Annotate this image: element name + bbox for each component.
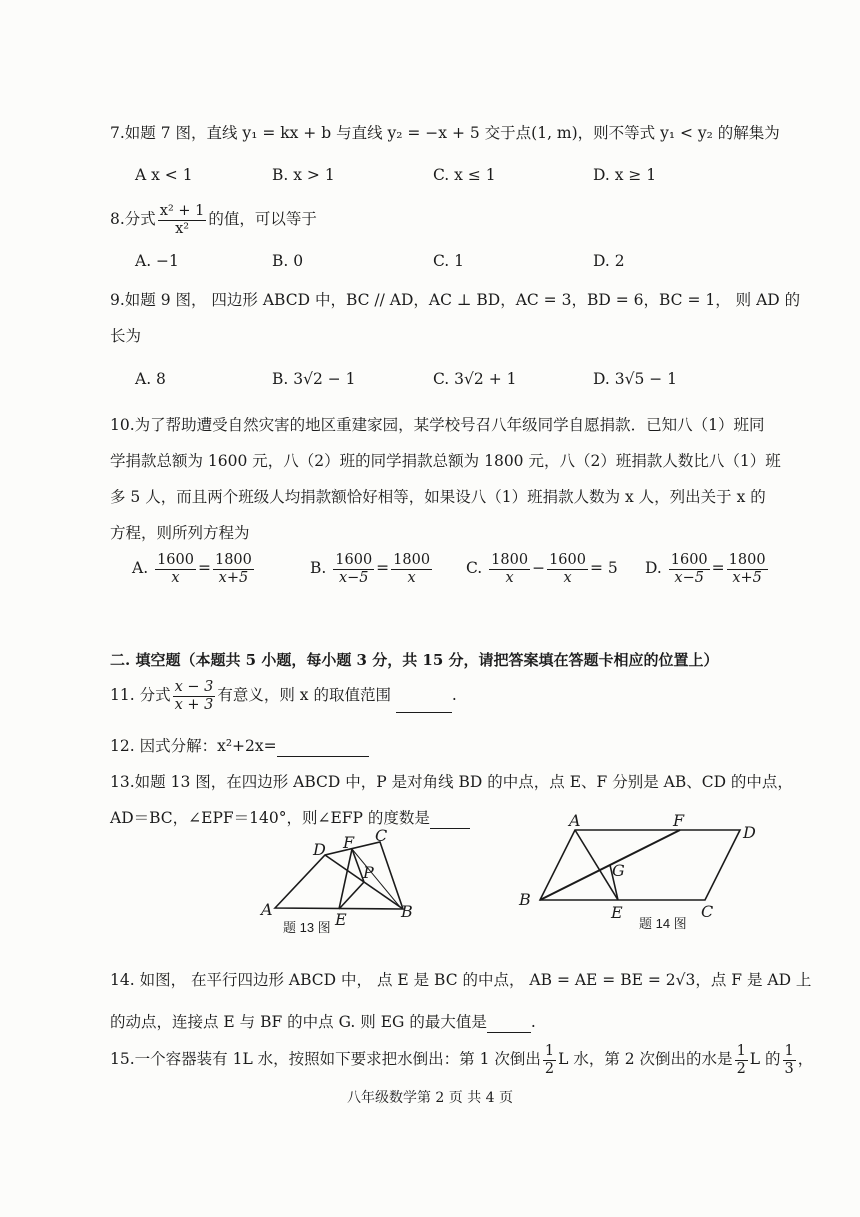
fig13-caption: 题 13 图 (283, 920, 331, 935)
q11-prefix: 11. 分式 (110, 686, 171, 705)
fig13-label-f: F (343, 833, 355, 852)
q10-a-d2: x+5 (218, 569, 249, 586)
q14-line-2: 的动点，连接点 E 与 BF 的中点 G. 则 EG 的最大值是 . (110, 1013, 536, 1031)
q11-fraction (173, 679, 216, 713)
q15-text-c: L 的 (749, 1050, 781, 1069)
fig14-label-e: E (611, 903, 623, 922)
q10-b-n2: 1800 (393, 552, 431, 568)
q10-c-frac-2 (547, 552, 588, 586)
q8-option-d: D. 2 (593, 252, 625, 270)
fig13-segment-ef (339, 849, 352, 909)
fig14-label-a: A (569, 811, 581, 830)
q10-a-d1: x (171, 569, 180, 586)
q8-stem (110, 203, 317, 237)
fig14-label-d: D (743, 823, 756, 842)
q14-line-2-text: 的动点，连接点 E 与 BF 的中点 G. 则 EG 的最大值是 (110, 1013, 487, 1031)
q10-a-label: A. (132, 559, 149, 578)
q10-line-2: 学捐款总额为 1600 元，八（2）班的同学捐款总额为 1800 元，八（2）班捐款人数比八（1）班 (110, 452, 781, 470)
q10-c-d2: x (563, 569, 572, 586)
q15-f3-den: 3 (784, 1060, 794, 1077)
q13-line-2-text: AD＝BC，∠EPF＝140°，则∠EFP 的度数是 (110, 809, 430, 827)
page-footer: 八年级数学第 2 页 共 4 页 (346, 1090, 514, 1106)
q15-f2-num: 1 (736, 1043, 746, 1059)
q10-d-label: D. (645, 559, 662, 578)
fig13-label-c: C (375, 826, 388, 845)
q15-text-b: L 水，第 2 次倒出的水是 (558, 1050, 733, 1069)
q9-option-d: D. 3√5 − 1 (593, 370, 678, 388)
q10-option-a: A. $\frac{1600}{x}$ = $\frac{1800}{x+5}$ (132, 552, 252, 586)
q7-stem: 7.如题 7 图，直线 y₁ = kx + b 与直线 y₂ = −x + 5 交于点(1, m)，则不等式 y₁ < y₂ 的解集为 (110, 124, 780, 142)
q10-a-n1: 1600 (157, 552, 194, 568)
q14-answer-blank (487, 1016, 531, 1033)
q15-fraction-1 (543, 1043, 556, 1077)
q15-f1-den: 2 (544, 1060, 555, 1077)
q10-d-frac-2 (727, 552, 768, 586)
q11-answer-blank (396, 696, 452, 713)
fig14-label-c: C (701, 902, 714, 921)
q8-denominator: x² (175, 220, 190, 237)
q7-option-a: A x < 1 (135, 166, 193, 184)
q15-f1-num: 1 (544, 1043, 555, 1059)
q15-fraction-2 (735, 1043, 748, 1077)
q10-c-d1: x (505, 569, 514, 586)
q10-c-n1: 1800 (491, 552, 529, 568)
q9-option-a: A. 8 (135, 370, 166, 388)
q10-d-n1: 1600 (670, 552, 708, 568)
q9-option-b: B. 3√2 − 1 (272, 370, 356, 388)
fig14-label-f: F (673, 811, 685, 830)
q8-option-a: A. −1 (135, 252, 179, 270)
q10-d-frac-1 (669, 552, 710, 586)
q15-f2-den: 2 (736, 1060, 746, 1077)
q10-b-label: B. (310, 559, 327, 578)
q7-option-d: D. x ≥ 1 (593, 166, 657, 184)
q10-c-frac-1 (489, 552, 530, 586)
q10-line-1: 10.为了帮助遭受自然灾害的地区重建家园，某学校号召八年级同学自愿捐款．已知八（1）班同 (110, 416, 765, 434)
fig13-label-b: B (401, 902, 413, 921)
section-2-title: 二. 填空题（本题共 5 小题，每小题 3 分，共 15 分，请把答案填在答题卡相应的位置上） (110, 651, 719, 669)
q12-stem (110, 735, 369, 757)
q10-b-frac-2 (391, 552, 432, 586)
q10-b-n1: 1600 (335, 552, 373, 568)
q11-denominator: x + 3 (174, 696, 214, 713)
q10-b-d1: x−5 (338, 569, 369, 586)
q8-fraction (158, 203, 207, 237)
q8-prefix: 8.分式 (110, 210, 156, 229)
q10-c-n2: 1600 (549, 552, 586, 568)
q15-text-a: 15.一个容器装有 1L 水，按照如下要求把水倒出：第 1 次倒出 (110, 1050, 541, 1069)
q9-stem-cont: 长为 (110, 327, 142, 345)
fig13-label-a: A (261, 900, 273, 919)
q15-f3-num: 1 (784, 1043, 794, 1059)
figure-14 (515, 810, 790, 938)
figure-13 (255, 825, 455, 940)
q10-a-frac-1 (155, 552, 196, 586)
q7-option-c: C. x ≤ 1 (433, 166, 496, 184)
q11-stem: 11. 分式 $\frac{x - 3}{x + 3}$ 有意义，则 x 的取值范围 . (110, 679, 457, 713)
fig14-label-b: B (519, 890, 531, 909)
q7-option-b: B. x > 1 (272, 166, 335, 184)
q10-option-b: B. $\frac{1600}{x-5}$ = $\frac{1800}{x}$ (310, 552, 431, 586)
q15-fraction-3 (783, 1043, 796, 1077)
q11-numerator: x − 3 (174, 679, 214, 695)
fig14-caption: 题 14 图 (639, 916, 687, 931)
q10-line-4: 方程，则所列方程为 (110, 524, 250, 542)
q10-option-d: D. $\frac{1600}{x-5}$ = $\frac{1800}{x+5}$ (645, 552, 766, 586)
q10-c-label: C. (466, 559, 483, 578)
fig14-label-g: G (612, 861, 625, 880)
q10-d-d2: x+5 (732, 569, 762, 586)
q10-line-3: 多 5 人，而且两个班级人均捐款额恰好相等，如果设八（1）班捐款人数为 x 人，列出关于 x 的 (110, 488, 766, 506)
q10-option-c: C. $\frac{1800}{x}$ − $\frac{1600}{x}$ = 5 (466, 552, 618, 586)
q10-d-n2: 1800 (728, 552, 766, 568)
q8-option-b: B. 0 (272, 252, 304, 270)
q15-stem (110, 1043, 813, 1077)
fig14-parallelogram (540, 830, 740, 900)
q8-suffix: 的值，可以等于 (208, 210, 317, 229)
q11-suffix: 有意义，则 x 的取值范围 (217, 686, 391, 705)
q8-option-c: C. 1 (433, 252, 465, 270)
q12-text: 12. 因式分解：x²+2x= (110, 737, 277, 755)
fig13-label-e: E (335, 910, 347, 929)
q15-text-d: ， (797, 1050, 814, 1069)
q9-stem: 9.如题 9 图， 四边形 ABCD 中，BC // AD，AC ⊥ BD，AC = 3，BD = 6，BC = 1， 则 AD 的 (110, 291, 801, 309)
q10-a-n2: 1800 (214, 552, 252, 568)
q10-c-rhs: = 5 (589, 559, 618, 578)
q12-answer-blank (277, 740, 369, 757)
q10-a-frac-2 (213, 552, 254, 586)
fig13-label-p: P (363, 863, 374, 882)
q10-d-d1: x−5 (674, 569, 704, 586)
fig13-label-d: D (313, 840, 326, 859)
q10-b-d2: x (407, 569, 416, 586)
q13-line-1: 13.如题 13 图，在四边形 ABCD 中，P 是对角线 BD 的中点，点 E、F 分别是 AB、CD 的中点， (110, 773, 793, 791)
q8-numerator: x² + 1 (159, 203, 205, 219)
q14-line-1: 14. 如图， 在平行四边形 ABCD 中， 点 E 是 BC 的中点， AB = AE = BE = 2√3，点 F 是 AD 上 (110, 971, 812, 989)
fig13-quadrilateral (275, 842, 403, 909)
q10-b-frac-1 (333, 552, 374, 586)
q9-option-c: C. 3√2 + 1 (433, 370, 517, 388)
fig13-segment-ep (339, 882, 364, 909)
